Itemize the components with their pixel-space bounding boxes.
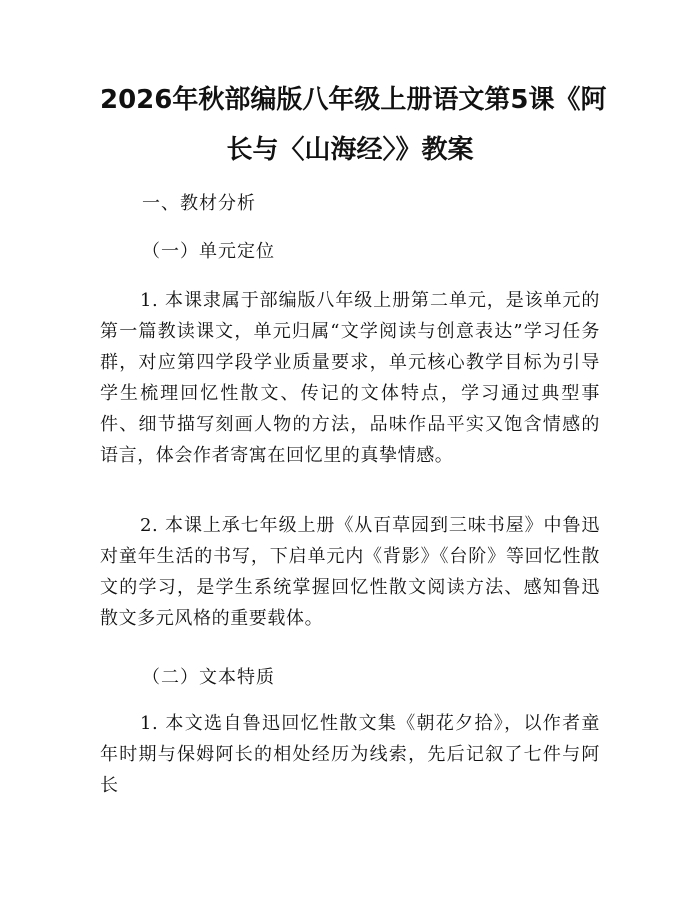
subsection-heading-unit-positioning: （一）单元定位 (142, 241, 275, 262)
section-heading-teaching-material-analysis: 一、教材分析 (142, 193, 256, 214)
paragraph-unit-positioning-1: 1. 本课隶属于部编版八年级上册第二单元，是该单元的第一篇教读课文，单元归属“文学阅读与创意表达”学习任务群，对应第四学段学业质量要求，单元核心教学目标为引导学生梳理回忆性散文、传记的文体特点，学习通过典型事件、细节描写刻画人物的方法，品味作品平实又饱含情感的语言，体会作者寄寓在回忆里的真挚情感。 (100, 290, 600, 466)
document-title-line2: 长与〈山海经〉》教案 (226, 135, 474, 165)
subsection-heading-text-features: （二）文本特质 (142, 667, 275, 688)
paragraph-unit-positioning-2: 2. 本课上承七年级上册《从百草园到三味书屋》中鲁迅对童年生活的书写，下启单元内《背影》《台阶》等回忆性散文的学习，是学生系统掌握回忆性散文阅读方法、感知鲁迅散文多元风格的重要载体。 (100, 515, 600, 629)
paragraph-text-features-1: 1. 本文选自鲁迅回忆性散文集《朝花夕拾》，以作者童年时期与保姆阿长的相处经历为线索，先后记叙了七件与阿长 (100, 713, 600, 796)
document-title-line1: 2026年秋部编版八年级上册语文第5课《阿 (100, 85, 607, 115)
